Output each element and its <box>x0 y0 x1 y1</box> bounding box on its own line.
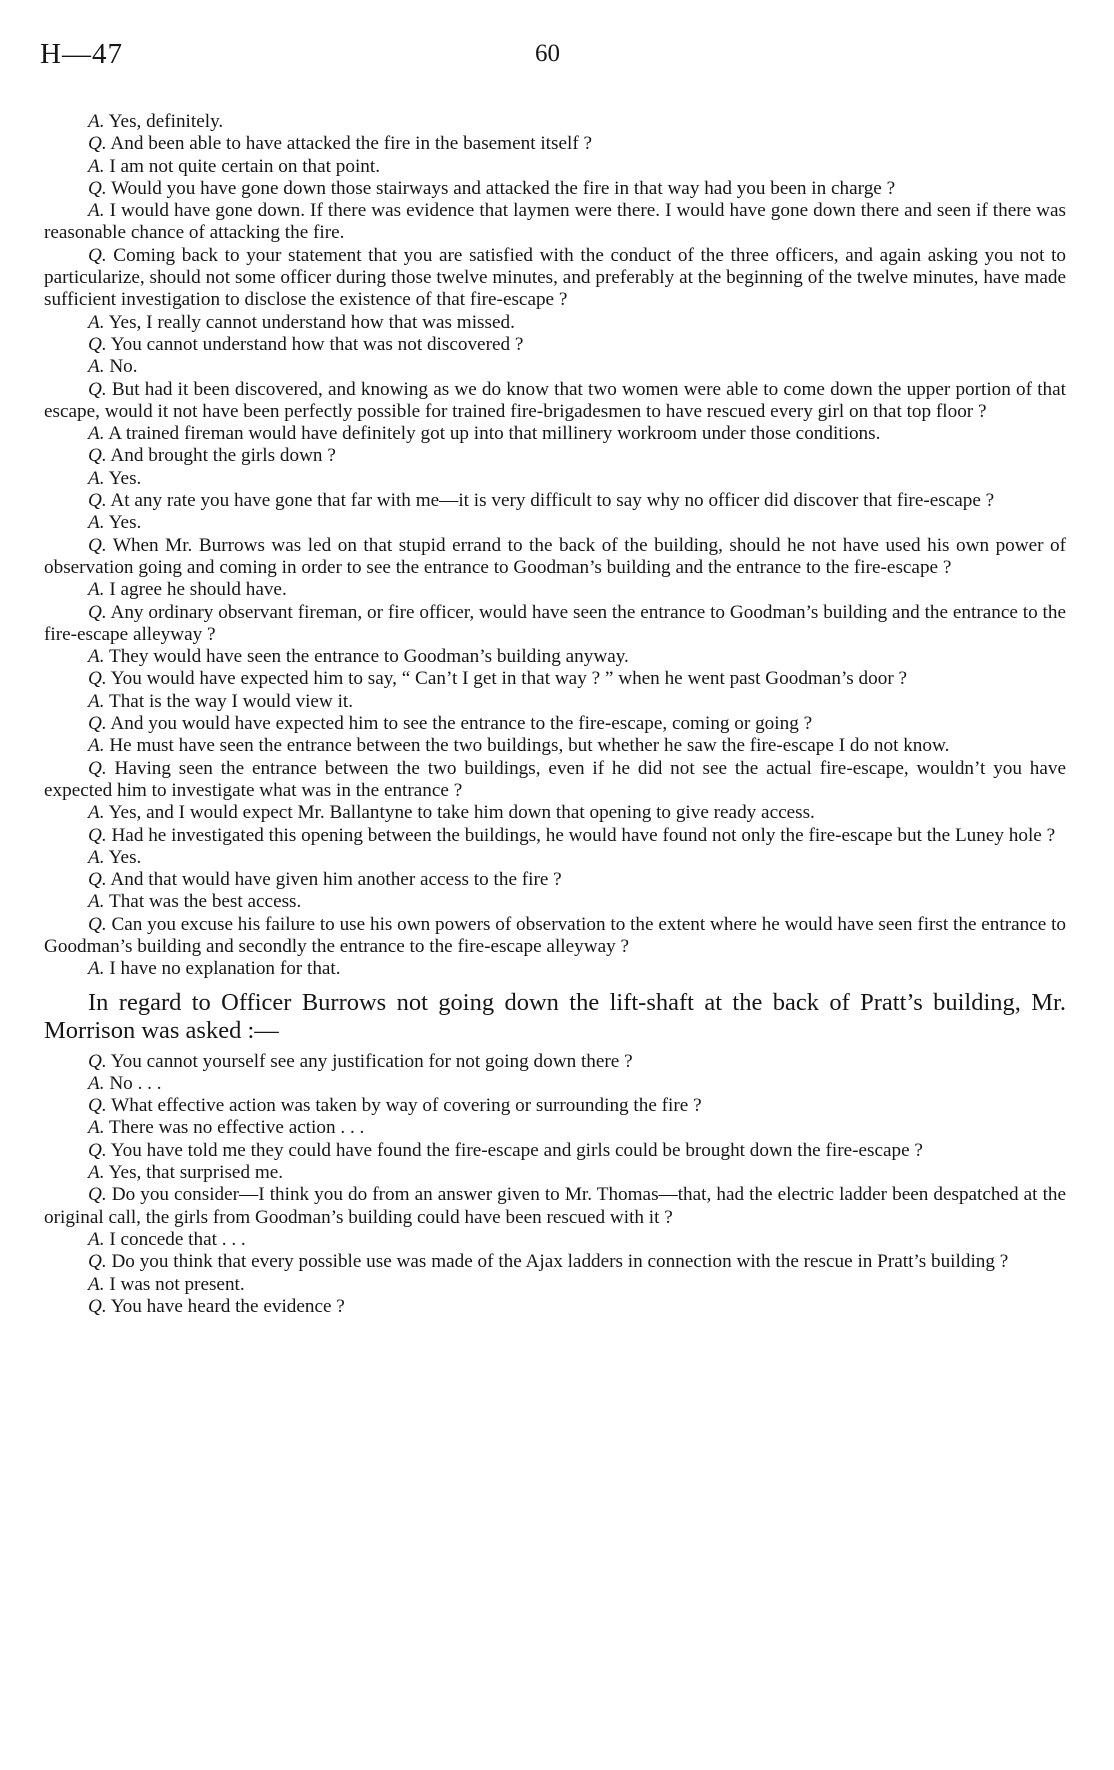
answer-paragraph <box>44 579 1066 601</box>
speaker-label: A. <box>88 646 105 668</box>
testimony-text: I agree he should have. <box>109 579 287 601</box>
speaker-label: Q. <box>88 913 107 935</box>
testimony-text: They would have seen the entrance to Goodman’s building anyway. <box>108 646 629 668</box>
document-reference: H—47 <box>40 38 123 70</box>
testimony-text: And that would have given him another access to the fire ? <box>110 869 562 891</box>
question-paragraph <box>44 758 1066 803</box>
answer-paragraph <box>44 1229 1066 1251</box>
testimony-text: Do you think that every possible use was made of the Ajax ladders in connection with the rescue in Pratt’s building ? <box>111 1251 1009 1273</box>
testimony-text: Yes, and I would expect Mr. Ballantyne to take him down that opening to give ready access. <box>108 802 815 824</box>
speaker-label: A. <box>88 111 105 132</box>
answer-paragraph <box>44 1117 1066 1139</box>
question-paragraph <box>44 713 1066 735</box>
testimony-text: You have heard the evidence ? <box>110 1295 345 1317</box>
question-paragraph <box>44 178 1066 200</box>
speaker-label: Q. <box>88 534 107 556</box>
speaker-label: Q. <box>88 177 107 199</box>
testimony-text: You would have expected him to say, “ Can’t I get in that way ? ” when he went past Goodman’s door ? <box>110 668 908 690</box>
answer-paragraph <box>44 512 1066 534</box>
speaker-label: Q. <box>88 1139 107 1161</box>
speaker-label: A. <box>88 1273 105 1295</box>
testimony-text: I am not quite certain on that point. <box>109 155 381 177</box>
testimony-exchanges-first <box>44 111 1066 981</box>
speaker-label: A. <box>88 423 105 445</box>
question-paragraph <box>44 668 1066 690</box>
speaker-label: A. <box>88 846 105 868</box>
speaker-label: Q. <box>88 133 107 155</box>
testimony-text: I was not present. <box>109 1273 245 1295</box>
question-paragraph <box>44 1251 1066 1273</box>
question-paragraph <box>44 379 1066 424</box>
answer-paragraph <box>44 802 1066 824</box>
testimony-text: A trained fireman would have definitely got up into that millinery workroom under those conditions. <box>108 423 881 445</box>
testimony-text: No . . . <box>109 1072 162 1094</box>
question-paragraph <box>44 133 1066 155</box>
speaker-label: A. <box>88 891 105 913</box>
speaker-label: Q. <box>88 1295 107 1317</box>
testimony-text: Yes, that surprised me. <box>108 1162 284 1184</box>
testimony-text: I would have gone down. If there was evidence that laymen were there. I would have gone down there and seen if there was reasonable chance of attacking the fire. <box>44 200 1067 244</box>
testimony-exchanges-second <box>44 1051 1066 1319</box>
testimony-text: Had he investigated this opening between the buildings, he would have found not only the fire-escape but the Luney hole ? <box>111 824 1056 846</box>
question-paragraph <box>44 825 1066 847</box>
speaker-label: Q. <box>88 244 107 266</box>
page-number: 60 <box>535 40 560 67</box>
testimony-text: When Mr. Burrows was led on that stupid errand to the back of the building, should he not have used his own power of observation going and coming in order to see the entrance to Goodman’s building and the entrance to the fire-escape ? <box>44 534 1067 578</box>
question-paragraph <box>44 1095 1066 1117</box>
answer-paragraph <box>44 1162 1066 1184</box>
testimony-text: I concede that . . . <box>109 1228 246 1250</box>
answer-paragraph <box>44 847 1066 869</box>
speaker-label: A. <box>88 579 105 601</box>
answer-paragraph <box>44 646 1066 668</box>
speaker-label: A. <box>88 467 105 489</box>
speaker-label: Q. <box>88 824 107 846</box>
testimony-text: There was no effective action . . . <box>108 1117 365 1139</box>
testimony-text: And been able to have attacked the fire in the basement itself ? <box>110 133 593 155</box>
testimony-text: At any rate you have gone that far with me—it is very difficult to say why no officer did discover that fire-escape ? <box>110 490 995 512</box>
speaker-label: A. <box>88 311 105 333</box>
answer-paragraph <box>44 468 1066 490</box>
speaker-label: A. <box>88 356 105 378</box>
speaker-label: Q. <box>88 1050 107 1072</box>
speaker-label: Q. <box>88 668 107 690</box>
answer-paragraph <box>44 111 1066 133</box>
question-paragraph <box>44 602 1066 647</box>
question-paragraph <box>44 1296 1066 1318</box>
testimony-text: He must have seen the entrance between the two buildings, but whether he saw the fire-escape I do not know. <box>109 735 950 757</box>
answer-paragraph <box>44 356 1066 378</box>
testimony-text: Yes, definitely. <box>108 111 224 132</box>
answer-paragraph <box>44 1073 1066 1095</box>
speaker-label: A. <box>88 1162 105 1184</box>
question-paragraph <box>44 445 1066 467</box>
speaker-label: A. <box>88 200 105 222</box>
testimony-text: You cannot yourself see any justification for not going down there ? <box>110 1050 633 1072</box>
answer-paragraph <box>44 1274 1066 1296</box>
testimony-text: Any ordinary observant fireman, or fire officer, would have seen the entrance to Goodman’s building and the entrance to the fire-escape alleyway ? <box>44 601 1066 645</box>
answer-paragraph <box>44 312 1066 334</box>
testimony-text: What effective action was taken by way of covering or surrounding the fire ? <box>111 1095 702 1117</box>
testimony-text: Having seen the entrance between the two buildings, even if he did not see the actual fire-escape, wouldn’t you have expected him to investigate what was in the entrance ? <box>44 757 1067 801</box>
speaker-label: A. <box>88 690 105 712</box>
testimony-text: Coming back to your statement that you are satisfied with the conduct of the three officers, and again asking you not to particularize, should not some officer during those twelve minutes, and preferably at the beginning of the twelve minutes, have made sufficient investigation to disclose the existence of that fire-escape ? <box>44 244 1066 311</box>
testimony-text: Yes, I really cannot understand how that was missed. <box>108 311 515 333</box>
answer-paragraph <box>44 891 1066 913</box>
testimony-text: Would you have gone down those stairways and attacked the fire in that way had you been in charge ? <box>111 177 896 199</box>
testimony-text: You have told me they could have found the fire-escape and girls could be brought down the fire-escape ? <box>110 1139 923 1161</box>
page-body <box>44 111 1066 1318</box>
question-paragraph <box>44 1051 1066 1073</box>
answer-paragraph <box>44 958 1066 980</box>
question-paragraph <box>44 1184 1066 1229</box>
speaker-label: A. <box>88 958 105 980</box>
answer-paragraph <box>44 735 1066 757</box>
speaker-label: Q. <box>88 490 107 512</box>
speaker-label: Q. <box>88 1184 107 1206</box>
question-paragraph <box>44 535 1066 580</box>
question-paragraph <box>44 334 1066 356</box>
speaker-label: A. <box>88 1228 105 1250</box>
testimony-text: And brought the girls down ? <box>110 445 336 467</box>
testimony-text: That is the way I would view it. <box>108 690 354 712</box>
speaker-label: Q. <box>88 869 107 891</box>
speaker-label: Q. <box>88 445 107 467</box>
testimony-text: That was the best access. <box>108 891 302 913</box>
speaker-label: A. <box>88 1117 105 1139</box>
speaker-label: Q. <box>88 713 107 735</box>
testimony-text: But had it been discovered, and knowing as we do know that two women were able to come down the upper portion of that escape, would it not have been perfectly possible for trained fire-brigadesmen to have rescued every girl on that top floor ? <box>44 378 1066 422</box>
speaker-label: Q. <box>88 1251 107 1273</box>
speaker-label: Q. <box>88 333 107 355</box>
speaker-label: A. <box>88 155 105 177</box>
speaker-label: Q. <box>88 757 107 779</box>
speaker-label: A. <box>88 735 105 757</box>
speaker-label: A. <box>88 512 105 534</box>
testimony-text: Yes. <box>108 467 142 489</box>
question-paragraph <box>44 490 1066 512</box>
testimony-text: I have no explanation for that. <box>109 958 341 980</box>
question-paragraph <box>44 914 1066 959</box>
question-paragraph <box>44 869 1066 891</box>
speaker-label: A. <box>88 802 105 824</box>
page-header <box>40 38 1070 78</box>
speaker-label: Q. <box>88 1095 107 1117</box>
testimony-text: And you would have expected him to see the entrance to the fire-escape, coming or going ? <box>110 713 813 735</box>
speaker-label: Q. <box>88 601 107 623</box>
narrative-paragraph: In regard to Officer Burrows not going down the lift-shaft at the back of Pratt’s building, Mr. Morrison was asked :— <box>44 988 1066 1044</box>
testimony-text: No. <box>109 356 138 378</box>
answer-paragraph <box>44 200 1066 245</box>
speaker-label: A. <box>88 1072 105 1094</box>
answer-paragraph <box>44 691 1066 713</box>
answer-paragraph <box>44 156 1066 178</box>
testimony-text: Yes. <box>108 846 142 868</box>
testimony-text: Can you excuse his failure to use his own powers of observation to the extent where he would have seen first the entrance to Goodman’s building and secondly the entrance to the fire-escape alleyway ? <box>44 913 1066 957</box>
answer-paragraph <box>44 423 1066 445</box>
question-paragraph <box>44 245 1066 312</box>
testimony-text: Yes. <box>108 512 142 534</box>
testimony-text: Do you consider—I think you do from an answer given to Mr. Thomas—that, had the electric ladder been despatched at the original call, the girls from Goodman’s building could have been rescued with it ? <box>44 1184 1067 1228</box>
speaker-label: Q. <box>88 378 107 400</box>
question-paragraph <box>44 1140 1066 1162</box>
testimony-text: You cannot understand how that was not discovered ? <box>110 333 524 355</box>
